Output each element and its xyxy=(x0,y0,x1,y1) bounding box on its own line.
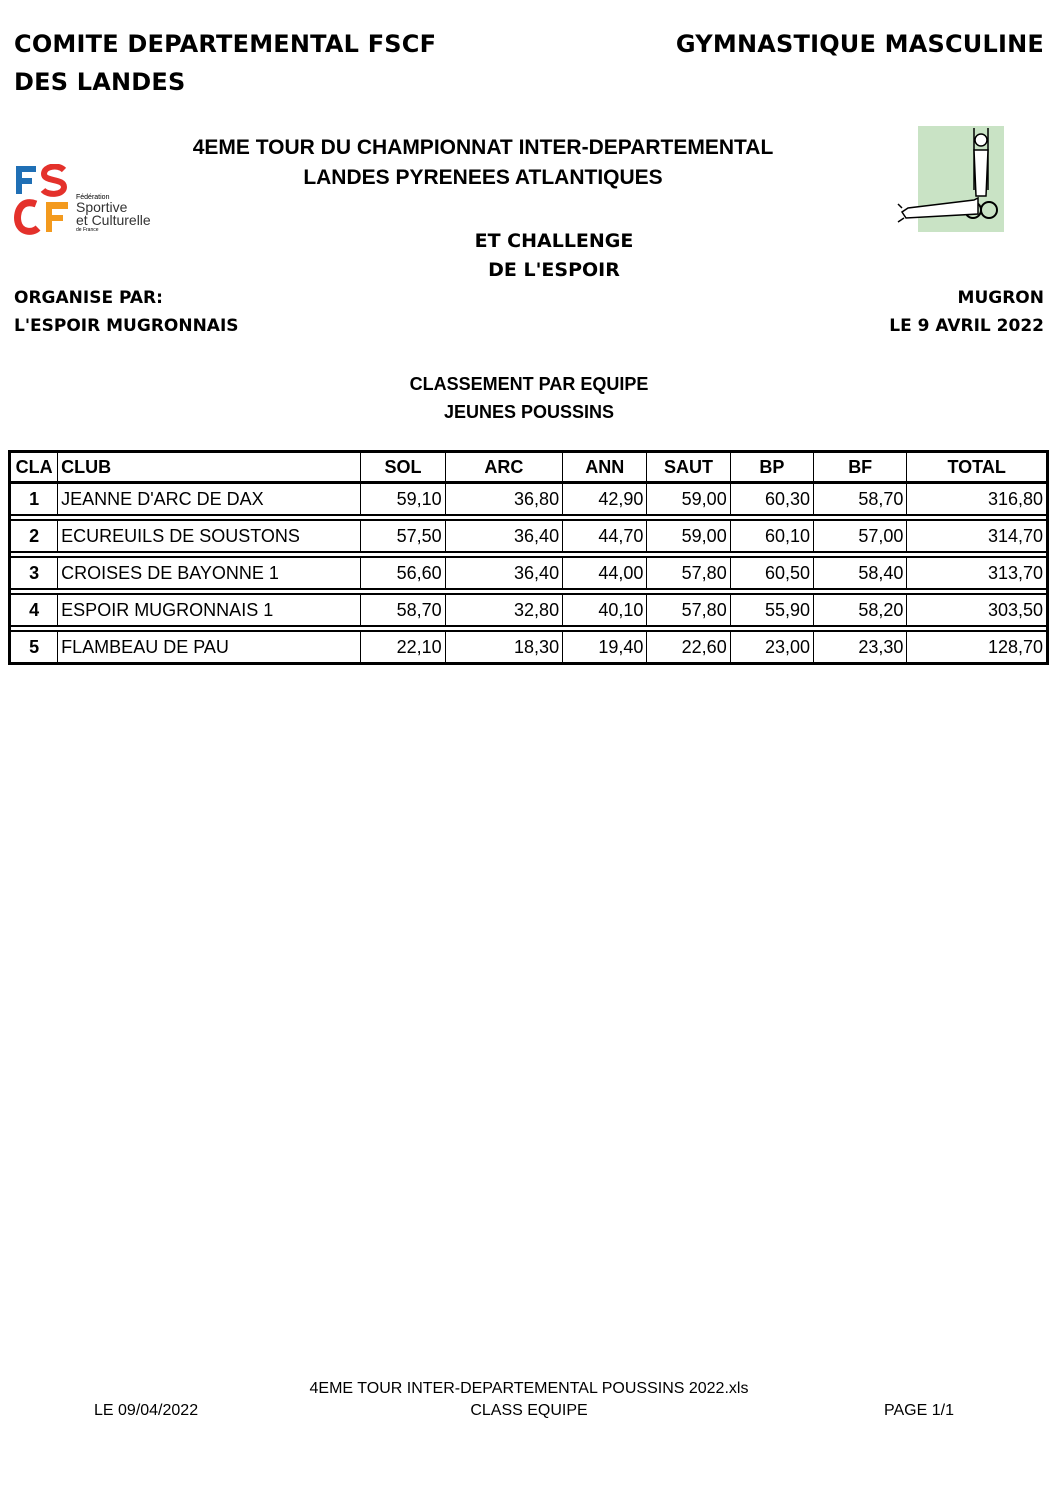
col-header-saut: SAUT xyxy=(647,452,730,483)
arc-cell: 36,80 xyxy=(445,483,562,516)
organiser-label: ORGANISE PAR: xyxy=(14,288,163,308)
table-row xyxy=(10,631,1048,664)
challenge-line2: DE L'ESPOIR xyxy=(488,259,620,281)
saut-cell: 57,80 xyxy=(647,557,730,589)
bf-cell: 58,20 xyxy=(814,594,907,626)
arc-cell: 18,30 xyxy=(445,631,562,664)
footer-page: PAGE 1/1 xyxy=(884,1402,954,1419)
logo-text-culturelle: et Culturelle xyxy=(76,212,151,228)
footer-sheet: CLASS EQUIPE xyxy=(470,1402,588,1419)
event-title-line2: LANDES PYRENEES ATLANTIQUES xyxy=(303,166,663,189)
club-cell: ESPOIR MUGRONNAIS 1 xyxy=(58,594,361,626)
bp-cell: 60,30 xyxy=(730,483,813,516)
saut-cell: 59,00 xyxy=(647,483,730,516)
logo-text-sportive: Sportive xyxy=(76,199,128,215)
arc-cell: 36,40 xyxy=(445,557,562,589)
committee-name-line2: DES LANDES xyxy=(14,68,186,96)
sol-cell: 58,70 xyxy=(361,594,445,626)
sol-cell: 22,10 xyxy=(361,631,445,664)
bp-cell: 60,10 xyxy=(730,520,813,552)
bp-cell: 55,90 xyxy=(730,594,813,626)
footer-filename: 4EME TOUR INTER-DEPARTEMENTAL POUSSINS 2022.xls xyxy=(309,1380,749,1397)
rank-cell: 5 xyxy=(10,631,58,664)
col-header-cla: CLA xyxy=(10,452,58,483)
ann-cell: 19,40 xyxy=(563,631,647,664)
col-header-bp: BP xyxy=(730,452,813,483)
event-place: MUGRON xyxy=(957,288,1044,308)
total-cell: 128,70 xyxy=(907,631,1048,664)
saut-cell: 22,60 xyxy=(647,631,730,664)
ann-cell: 44,00 xyxy=(563,557,647,589)
arc-cell: 32,80 xyxy=(445,594,562,626)
bp-cell: 60,50 xyxy=(730,557,813,589)
results-table xyxy=(8,450,1049,665)
event-title-line1: 4EME TOUR DU CHAMPIONNAT INTER-DEPARTEMENTAL xyxy=(192,136,774,159)
saut-cell: 59,00 xyxy=(647,520,730,552)
rings-illustration xyxy=(896,126,1006,234)
ann-cell: 42,90 xyxy=(563,483,647,516)
bf-cell: 58,40 xyxy=(814,557,907,589)
sol-cell: 59,10 xyxy=(361,483,445,516)
col-header-bf: BF xyxy=(814,452,907,483)
total-cell: 303,50 xyxy=(907,594,1048,626)
table-row xyxy=(10,594,1048,626)
total-cell: 313,70 xyxy=(907,557,1048,589)
col-header-ann: ANN xyxy=(563,452,647,483)
table-row xyxy=(10,483,1048,516)
club-cell: ECUREUILS DE SOUSTONS xyxy=(58,520,361,552)
organiser-name: L'ESPOIR MUGRONNAIS xyxy=(14,316,239,336)
ann-cell: 44,70 xyxy=(563,520,647,552)
challenge-line1: ET CHALLENGE xyxy=(474,230,634,252)
gymnast-rings-icon xyxy=(896,126,1006,234)
arc-cell: 36,40 xyxy=(445,520,562,552)
logo-text-france: de France xyxy=(76,227,99,233)
bf-cell: 58,70 xyxy=(814,483,907,516)
total-cell: 316,80 xyxy=(907,483,1048,516)
committee-name-line1: COMITE DEPARTEMENTAL FSCF xyxy=(14,30,437,58)
table-row xyxy=(10,520,1048,552)
col-header-club: CLUB xyxy=(58,452,361,483)
table-row xyxy=(10,557,1048,589)
total-cell: 314,70 xyxy=(907,520,1048,552)
club-cell: CROISES DE BAYONNE 1 xyxy=(58,557,361,589)
club-cell: JEANNE D'ARC DE DAX xyxy=(58,483,361,516)
event-date: LE 9 AVRIL 2022 xyxy=(889,316,1044,336)
saut-cell: 57,80 xyxy=(647,594,730,626)
fscf-logo-icon xyxy=(14,164,70,236)
table-header-row xyxy=(10,452,1048,483)
footer-date: LE 09/04/2022 xyxy=(94,1402,199,1419)
classement-title: CLASSEMENT PAR EQUIPE xyxy=(409,374,649,394)
discipline-title: GYMNASTIQUE MASCULINE xyxy=(675,30,1044,58)
sol-cell: 57,50 xyxy=(361,520,445,552)
bf-cell: 23,30 xyxy=(814,631,907,664)
rank-cell: 4 xyxy=(10,594,58,626)
sol-cell: 56,60 xyxy=(361,557,445,589)
col-header-sol: SOL xyxy=(361,452,445,483)
col-header-arc: ARC xyxy=(445,452,562,483)
col-header-total: TOTAL xyxy=(907,452,1048,483)
rank-cell: 1 xyxy=(10,483,58,516)
logo-text-federation: Fédération xyxy=(76,194,110,201)
rank-cell: 3 xyxy=(10,557,58,589)
classement-category: JEUNES POUSSINS xyxy=(443,402,615,422)
rank-cell: 2 xyxy=(10,520,58,552)
bf-cell: 57,00 xyxy=(814,520,907,552)
bp-cell: 23,00 xyxy=(730,631,813,664)
club-cell: FLAMBEAU DE PAU xyxy=(58,631,361,664)
ann-cell: 40,10 xyxy=(563,594,647,626)
